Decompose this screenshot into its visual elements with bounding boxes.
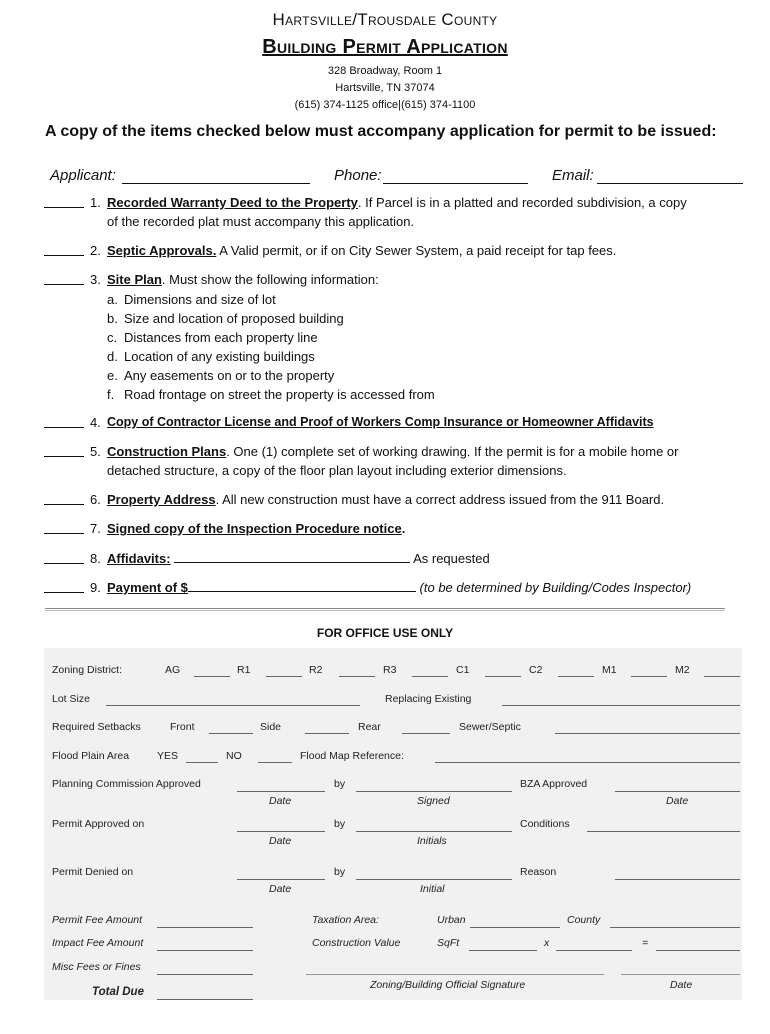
permit-denied-label: Permit Denied on: [52, 866, 134, 878]
sewer-field[interactable]: [555, 733, 740, 734]
initial-caption: Initial: [420, 883, 445, 895]
taxation-label: Taxation Area:: [312, 914, 379, 926]
multiply-sign: x: [544, 937, 550, 949]
item-title: Construction Plans: [107, 444, 227, 459]
applicant-label: Applicant:: [50, 167, 116, 184]
item-description: . Must show the following information:: [161, 272, 379, 287]
misc-fees-label: Misc Fees or Fines: [52, 961, 141, 973]
item-text: [107, 549, 740, 568]
item-description: . If Parcel is in a platted and recorded subdivision, a copy: [357, 195, 687, 210]
check-blank[interactable]: [44, 533, 84, 534]
zone-m1: M1: [602, 664, 617, 676]
no-label: NO: [226, 750, 242, 762]
urban-field[interactable]: [470, 927, 560, 928]
item-title: Affidavits:: [107, 551, 171, 566]
item-number: 2.: [90, 243, 101, 258]
item-number: 6.: [90, 492, 101, 507]
zone-r3: R3: [383, 664, 397, 676]
item-title: Septic Approvals.: [107, 243, 217, 258]
item-number: 3.: [90, 272, 101, 287]
subitem-text: Road frontage on street the property is accessed from: [124, 387, 435, 402]
subitem-letter: d.: [107, 349, 118, 364]
applicant-field[interactable]: [122, 169, 310, 184]
item-text: [107, 578, 740, 597]
item-text: [107, 519, 740, 538]
setbacks-label: Required Setbacks: [52, 721, 141, 733]
item-description-2: of the recorded plat must accompany this application.: [107, 214, 415, 229]
item-text: [107, 270, 740, 289]
subitem-letter: c.: [107, 330, 118, 345]
subitem-letter: a.: [107, 292, 118, 307]
form-title: Building Permit Application: [262, 36, 508, 58]
office-use-section: [44, 648, 742, 1000]
subitem-text: Location of any existing buildings: [124, 349, 315, 364]
misc-fees-field[interactable]: [157, 974, 253, 975]
check-blank[interactable]: [44, 207, 84, 208]
item-description: (to be determined by Building/Codes Inspector): [419, 580, 692, 595]
office-use-title: FOR OFFICE USE ONLY: [316, 626, 454, 640]
yes-label: YES: [157, 750, 179, 762]
address-line-2: Hartsville, TN 37074: [335, 82, 435, 94]
urban-label: Urban: [437, 914, 466, 926]
item-number: 5.: [90, 444, 101, 459]
rear-label: Rear: [358, 721, 381, 733]
phone-label: Phone:: [334, 167, 382, 184]
zone-r2-field[interactable]: [339, 676, 375, 677]
office-address: [0, 63, 770, 114]
denied-date-field[interactable]: [237, 879, 325, 880]
subitem-text: Any easements on or to the property: [124, 368, 335, 383]
subitem-text: Distances from each property line: [124, 330, 318, 345]
lot-size-field[interactable]: [106, 705, 360, 706]
item-title: Copy of Contractor License and Proof of Workers Comp Insurance or Homeowner Affidavits: [107, 415, 654, 429]
address-line-1: 328 Broadway, Room 1: [327, 65, 443, 77]
rear-field[interactable]: [402, 733, 450, 734]
yes-field[interactable]: [186, 762, 218, 763]
subitem-letter: f.: [107, 387, 115, 402]
date-caption: Date: [269, 835, 292, 847]
reason-field[interactable]: [615, 879, 740, 880]
item-number: 4.: [90, 415, 101, 430]
date-caption: Date: [670, 979, 693, 991]
item-title: Property Address: [107, 492, 216, 507]
item-title: Payment of $: [107, 580, 188, 595]
email-field[interactable]: [597, 169, 743, 184]
subitem-text: Size and location of proposed building: [124, 311, 344, 326]
impact-fee-label: Impact Fee Amount: [52, 937, 144, 949]
phone-line: (615) 374-1125 office|(615) 374-1100: [294, 99, 476, 111]
signature-date-field[interactable]: [621, 974, 740, 975]
denied-initial-field[interactable]: [356, 879, 512, 880]
zone-m1-field[interactable]: [631, 676, 667, 677]
item-text: [107, 241, 740, 260]
check-blank[interactable]: [44, 284, 84, 285]
item-title: Site Plan: [107, 272, 162, 287]
item-title: Recorded Warranty Deed to the Property: [107, 195, 358, 210]
bza-label: BZA Approved: [520, 778, 588, 790]
by-label: by: [334, 866, 346, 878]
item-description: . All new construction must have a correct address issued from the 911 Board.: [215, 492, 665, 507]
zone-r2: R2: [309, 664, 323, 676]
item-description: .: [401, 521, 406, 536]
zone-m2: M2: [675, 664, 690, 676]
front-field[interactable]: [209, 733, 253, 734]
zone-m2-field[interactable]: [704, 676, 740, 677]
by-label: by: [334, 818, 346, 830]
planning-label: Planning Commission Approved: [52, 778, 201, 790]
item-number: 1.: [90, 195, 101, 210]
check-blank[interactable]: [44, 255, 84, 256]
affidavits-field[interactable]: [174, 550, 410, 563]
planning-signed-field[interactable]: [356, 791, 512, 792]
date-caption: Date: [269, 883, 292, 895]
replacing-field[interactable]: [502, 705, 740, 706]
conditions-field[interactable]: [587, 831, 740, 832]
form-header: [0, 10, 770, 141]
construction-value-label: Construction Value: [312, 937, 401, 949]
by-label: by: [334, 778, 346, 790]
instruction-text: A copy of the items checked below must accompany application for permit to be issued:: [45, 123, 717, 140]
approved-date-field[interactable]: [237, 831, 325, 832]
zone-c1-field[interactable]: [485, 676, 521, 677]
item-title: Signed copy of the Inspection Procedure notice: [107, 521, 402, 536]
sqft-label: SqFt: [437, 937, 460, 949]
county-heading: Hartsville/Trousdale County: [272, 10, 498, 29]
flood-map-field[interactable]: [435, 762, 740, 763]
subitem-letter: e.: [107, 368, 118, 383]
zone-r1: R1: [237, 664, 251, 676]
date-caption: Date: [269, 795, 292, 807]
county-label: County: [567, 914, 601, 926]
no-field[interactable]: [258, 762, 292, 763]
subitem-text: Dimensions and size of lot: [124, 292, 276, 307]
signed-caption: Signed: [417, 795, 450, 807]
side-label: Side: [260, 721, 282, 733]
conditions-label: Conditions: [520, 818, 570, 830]
date-caption: Date: [666, 795, 689, 807]
front-label: Front: [170, 721, 195, 733]
permit-fee-label: Permit Fee Amount: [52, 914, 143, 926]
reason-label: Reason: [520, 866, 557, 878]
item-text: [107, 490, 740, 509]
payment-field[interactable]: [188, 579, 416, 592]
item-text: [107, 413, 740, 432]
check-blank[interactable]: [44, 427, 84, 428]
item-description: A Valid permit, or if on City Sewer System, a paid receipt for tap fees.: [216, 243, 617, 258]
equals-sign: =: [642, 937, 649, 949]
item-number: 8.: [90, 551, 101, 566]
check-blank[interactable]: [44, 592, 84, 593]
phone-field[interactable]: [383, 169, 528, 184]
county-field[interactable]: [610, 927, 740, 928]
permit-fee-field[interactable]: [157, 927, 253, 928]
rate-field[interactable]: [556, 950, 632, 951]
zone-c2-field[interactable]: [558, 676, 594, 677]
signature-field[interactable]: [306, 974, 604, 975]
side-field[interactable]: [305, 733, 349, 734]
approved-initials-field[interactable]: [356, 831, 512, 832]
permit-approved-label: Permit Approved on: [52, 818, 145, 830]
flood-map-label: Flood Map Reference:: [300, 750, 404, 762]
sqft-field[interactable]: [469, 950, 537, 951]
impact-fee-field[interactable]: [157, 950, 253, 951]
item-description: . One (1) complete set of working drawing. If the permit is for a mobile home or: [226, 444, 679, 459]
zone-ag: AG: [165, 664, 181, 676]
lot-size-label: Lot Size: [52, 693, 90, 705]
zone-c1: C1: [456, 664, 470, 676]
replacing-label: Replacing Existing: [385, 693, 472, 705]
section-divider: [45, 608, 725, 611]
subitem-letter: b.: [107, 311, 118, 326]
total-due-field[interactable]: [157, 999, 253, 1000]
check-blank[interactable]: [44, 456, 84, 457]
zone-ag-field[interactable]: [194, 676, 230, 677]
item-text: [107, 193, 740, 231]
item-text: [107, 442, 740, 480]
item-description-2: detached structure, a copy of the floor plan layout including exterior dimensions.: [107, 463, 567, 478]
email-label: Email:: [552, 167, 594, 184]
total-due-label: Total Due: [92, 986, 144, 998]
zone-c2: C2: [529, 664, 543, 676]
zone-r1-field[interactable]: [266, 676, 302, 677]
check-blank[interactable]: [44, 504, 84, 505]
bza-date-field[interactable]: [615, 791, 740, 792]
flood-plain-label: Flood Plain Area: [52, 750, 130, 762]
initials-caption: Initials: [417, 835, 447, 847]
check-blank[interactable]: [44, 563, 84, 564]
zone-r3-field[interactable]: [412, 676, 448, 677]
zoning-label: Zoning District:: [52, 664, 123, 676]
sewer-label: Sewer/Septic: [459, 721, 521, 733]
planning-date-field[interactable]: [237, 791, 325, 792]
item-number: 9.: [90, 580, 101, 595]
signature-caption: Zoning/Building Official Signature: [370, 979, 526, 991]
item-number: 7.: [90, 521, 101, 536]
value-field[interactable]: [656, 950, 740, 951]
item-description: As requested: [413, 551, 490, 566]
